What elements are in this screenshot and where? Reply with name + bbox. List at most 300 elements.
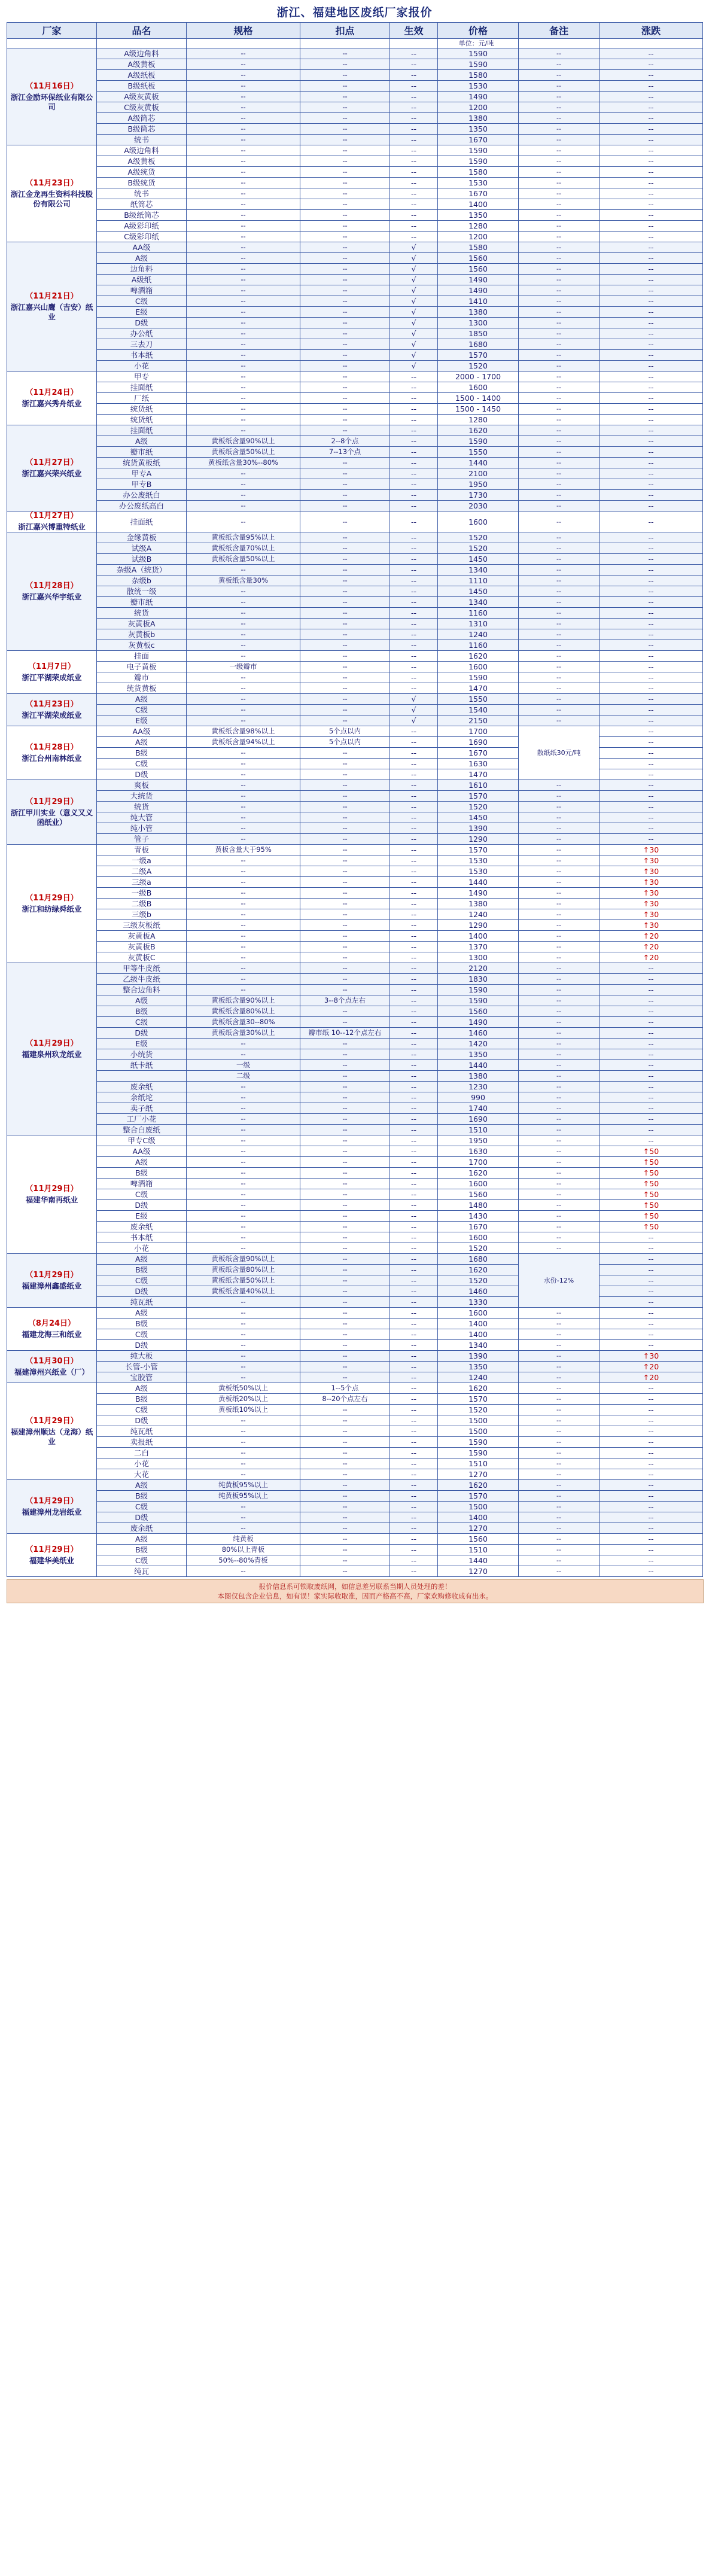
product-price: 1300 xyxy=(438,952,519,963)
product-deduct: -- xyxy=(300,834,390,845)
product-price: 1380 xyxy=(438,307,519,318)
product-spec: -- xyxy=(187,490,300,501)
product-price: 1700 xyxy=(438,726,519,737)
product-deduct: -- xyxy=(300,1426,390,1437)
product-effective: -- xyxy=(390,167,438,178)
factory-name: 浙江嘉兴山鹰（吉安）纸业 xyxy=(10,302,93,321)
product-price: 1590 xyxy=(438,985,519,995)
factory-date: （11月7日） xyxy=(28,662,76,671)
product-note: -- xyxy=(519,812,600,823)
product-spec: -- xyxy=(187,468,300,479)
product-name: 甲专A xyxy=(97,468,187,479)
product-spec: -- xyxy=(187,791,300,802)
table-row xyxy=(7,586,703,597)
product-note: -- xyxy=(519,651,600,662)
product-note: -- xyxy=(519,899,600,909)
product-spec: -- xyxy=(187,350,300,361)
table-row xyxy=(7,318,703,328)
table-row xyxy=(7,124,703,135)
product-note: -- xyxy=(519,81,600,92)
product-note: -- xyxy=(519,662,600,672)
product-deduct: -- xyxy=(300,920,390,931)
product-price: 1500 xyxy=(438,1426,519,1437)
product-effective: √ xyxy=(390,242,438,253)
table-row xyxy=(7,1351,703,1362)
product-spec: -- xyxy=(187,1448,300,1458)
product-change: ↑20 xyxy=(600,942,703,952)
product-change: -- xyxy=(600,1545,703,1555)
product-name: 试级B xyxy=(97,554,187,565)
product-name: 纯大板 xyxy=(97,1351,187,1362)
table-row xyxy=(7,1512,703,1523)
product-effective: -- xyxy=(390,565,438,576)
product-note: -- xyxy=(519,909,600,920)
product-name: D级 xyxy=(97,769,187,780)
footer-disclaimer xyxy=(7,1579,704,1603)
product-effective: -- xyxy=(390,1222,438,1232)
product-note: -- xyxy=(519,59,600,70)
product-spec: -- xyxy=(187,339,300,350)
product-name: A级 xyxy=(97,436,187,447)
product-deduct: -- xyxy=(300,1125,390,1135)
product-spec: -- xyxy=(187,823,300,834)
product-spec: -- xyxy=(187,899,300,909)
product-name: 统书 xyxy=(97,188,187,199)
table-row xyxy=(7,1039,703,1049)
product-spec: 黄板纸含量30% xyxy=(187,576,300,586)
product-note: -- xyxy=(519,1308,600,1319)
product-note: -- xyxy=(519,1017,600,1028)
product-note: -- xyxy=(519,404,600,415)
factory-name: 福建泉州玖龙纸业 xyxy=(22,1049,82,1059)
product-effective: -- xyxy=(390,188,438,199)
product-deduct: -- xyxy=(300,490,390,501)
product-change: -- xyxy=(600,554,703,565)
factory-date: （11月29日） xyxy=(25,1545,78,1554)
product-price: 1380 xyxy=(438,113,519,124)
product-effective: -- xyxy=(390,1006,438,1017)
product-note: -- xyxy=(519,802,600,812)
product-note: -- xyxy=(519,1383,600,1394)
product-spec: -- xyxy=(187,597,300,608)
factory-cell xyxy=(7,145,97,242)
product-spec: 黄板纸含量50%以上 xyxy=(187,554,300,565)
product-price: 1460 xyxy=(438,1028,519,1039)
factory-cell xyxy=(7,242,97,372)
product-spec: 黄板纸含量90%以上 xyxy=(187,1254,300,1265)
product-note: -- xyxy=(519,210,600,221)
product-effective: -- xyxy=(390,823,438,834)
product-spec: -- xyxy=(187,188,300,199)
product-deduct: -- xyxy=(300,877,390,888)
product-spec: -- xyxy=(187,1297,300,1308)
product-change: -- xyxy=(600,619,703,629)
table-row xyxy=(7,447,703,458)
product-note: -- xyxy=(519,1060,600,1071)
table-row xyxy=(7,1308,703,1319)
product-effective: -- xyxy=(390,1394,438,1405)
product-note: 水份-12% xyxy=(519,1254,600,1308)
product-note: -- xyxy=(519,1211,600,1222)
product-name: A级 xyxy=(97,253,187,264)
product-effective: -- xyxy=(390,1566,438,1577)
product-note: -- xyxy=(519,361,600,372)
factory-date: （11月27日） xyxy=(25,511,78,520)
factory-date: （11月27日） xyxy=(25,458,78,467)
product-note: -- xyxy=(519,1092,600,1103)
product-change: -- xyxy=(600,1329,703,1340)
product-name: 统货 xyxy=(97,608,187,619)
product-spec: -- xyxy=(187,1135,300,1146)
product-deduct: -- xyxy=(300,1179,390,1189)
table-row xyxy=(7,92,703,102)
product-effective: √ xyxy=(390,350,438,361)
product-deduct: -- xyxy=(300,1168,390,1179)
table-row xyxy=(7,629,703,640)
product-note: -- xyxy=(519,199,600,210)
table-row xyxy=(7,232,703,242)
product-spec: 二级 xyxy=(187,1071,300,1082)
product-change: -- xyxy=(600,565,703,576)
product-spec: -- xyxy=(187,102,300,113)
product-spec: 黄板纸20%以上 xyxy=(187,1394,300,1405)
product-deduct: -- xyxy=(300,812,390,823)
product-price: 1200 xyxy=(438,102,519,113)
product-price: 1670 xyxy=(438,135,519,145)
product-spec: -- xyxy=(187,1319,300,1329)
product-effective: -- xyxy=(390,1092,438,1103)
product-note: -- xyxy=(519,1157,600,1168)
product-spec: -- xyxy=(187,1157,300,1168)
product-name: 书本纸 xyxy=(97,350,187,361)
product-price: 1730 xyxy=(438,490,519,501)
table-row xyxy=(7,59,703,70)
product-note: -- xyxy=(519,608,600,619)
product-name: 杂级b xyxy=(97,576,187,586)
product-deduct: -- xyxy=(300,135,390,145)
product-name: A级纸 xyxy=(97,275,187,285)
product-effective: -- xyxy=(390,1502,438,1512)
product-effective: -- xyxy=(390,909,438,920)
product-spec: -- xyxy=(187,1049,300,1060)
product-note: -- xyxy=(519,501,600,511)
table-row xyxy=(7,780,703,791)
product-note: -- xyxy=(519,48,600,59)
product-deduct: -- xyxy=(300,253,390,264)
product-spec: -- xyxy=(187,1437,300,1448)
product-effective: -- xyxy=(390,834,438,845)
product-spec: -- xyxy=(187,651,300,662)
product-note: -- xyxy=(519,1006,600,1017)
product-price: 1490 xyxy=(438,92,519,102)
table-row xyxy=(7,242,703,253)
table-row xyxy=(7,1114,703,1125)
product-price: 1590 xyxy=(438,48,519,59)
factory-date: （11月16日） xyxy=(25,81,78,91)
product-price: 1280 xyxy=(438,221,519,232)
table-row xyxy=(7,1405,703,1415)
product-change: -- xyxy=(600,1415,703,1426)
factory-name: 福建龙海三和纸业 xyxy=(22,1329,82,1339)
product-name: A级灰黄板 xyxy=(97,92,187,102)
product-price: 990 xyxy=(438,1092,519,1103)
product-deduct: -- xyxy=(300,339,390,350)
product-deduct: -- xyxy=(300,1351,390,1362)
product-price: 1390 xyxy=(438,823,519,834)
product-spec: -- xyxy=(187,748,300,759)
product-effective: -- xyxy=(390,1200,438,1211)
product-price: 1390 xyxy=(438,1351,519,1362)
unit-blank xyxy=(187,39,300,48)
product-effective: -- xyxy=(390,963,438,974)
product-spec: -- xyxy=(187,296,300,307)
product-effective: -- xyxy=(390,866,438,877)
product-name: D级 xyxy=(97,1512,187,1523)
product-effective: -- xyxy=(390,1286,438,1297)
product-price: 1560 xyxy=(438,1006,519,1017)
product-price: 1850 xyxy=(438,328,519,339)
product-price: 1520 xyxy=(438,1405,519,1415)
product-deduct: 2--8个点 xyxy=(300,436,390,447)
product-deduct: -- xyxy=(300,1415,390,1426)
product-change: -- xyxy=(600,834,703,845)
table-row xyxy=(7,361,703,372)
product-price: 1500 - 1400 xyxy=(438,393,519,404)
product-deduct: -- xyxy=(300,1157,390,1168)
product-price: 1450 xyxy=(438,812,519,823)
product-deduct: -- xyxy=(300,629,390,640)
product-spec: -- xyxy=(187,415,300,425)
factory-cell xyxy=(7,1254,97,1308)
product-change: -- xyxy=(600,1512,703,1523)
product-spec: -- xyxy=(187,694,300,705)
product-name: 小花 xyxy=(97,1243,187,1254)
product-name: 废余纸 xyxy=(97,1523,187,1534)
product-name: 甲专B xyxy=(97,479,187,490)
product-deduct: -- xyxy=(300,662,390,672)
product-change: ↑50 xyxy=(600,1168,703,1179)
product-price: 1400 xyxy=(438,1319,519,1329)
product-effective: -- xyxy=(390,1254,438,1265)
factory-name: 浙江和纺绿舜纸业 xyxy=(22,904,82,914)
product-spec: -- xyxy=(187,1168,300,1179)
product-change: -- xyxy=(600,1458,703,1469)
product-note: -- xyxy=(519,780,600,791)
product-effective: -- xyxy=(390,737,438,748)
product-spec: -- xyxy=(187,1211,300,1222)
product-deduct: -- xyxy=(300,1555,390,1566)
product-deduct: -- xyxy=(300,1448,390,1458)
product-spec: -- xyxy=(187,715,300,726)
product-effective: -- xyxy=(390,1039,438,1049)
product-change: -- xyxy=(600,1523,703,1534)
product-effective: -- xyxy=(390,608,438,619)
product-effective: -- xyxy=(390,759,438,769)
product-change: -- xyxy=(600,296,703,307)
product-name: C级 xyxy=(97,1405,187,1415)
product-price: 1440 xyxy=(438,1555,519,1566)
product-change: -- xyxy=(600,479,703,490)
product-price: 1400 xyxy=(438,1329,519,1340)
product-effective: -- xyxy=(390,372,438,382)
factory-date: （11月29日） xyxy=(25,1496,78,1506)
table-row xyxy=(7,1200,703,1211)
factory-cell xyxy=(7,48,97,145)
product-change: -- xyxy=(600,328,703,339)
product-effective: -- xyxy=(390,640,438,651)
table-head xyxy=(7,23,703,39)
product-name: A级 xyxy=(97,1383,187,1394)
product-name: B级 xyxy=(97,748,187,759)
product-name: 乙级牛皮纸 xyxy=(97,974,187,985)
product-price: 1520 xyxy=(438,802,519,812)
product-effective: -- xyxy=(390,769,438,780)
product-change: -- xyxy=(600,156,703,167)
table-row xyxy=(7,855,703,866)
product-spec: 黄板纸含量30%--80% xyxy=(187,458,300,468)
product-price: 1550 xyxy=(438,694,519,705)
product-price: 1670 xyxy=(438,188,519,199)
product-name: B级筒芯 xyxy=(97,124,187,135)
product-change: -- xyxy=(600,576,703,586)
product-spec: -- xyxy=(187,1415,300,1426)
product-deduct: -- xyxy=(300,1211,390,1222)
product-effective: -- xyxy=(390,629,438,640)
product-effective: -- xyxy=(390,1211,438,1222)
product-note: -- xyxy=(519,920,600,931)
table-row xyxy=(7,866,703,877)
factory-date: （11月28日） xyxy=(25,742,78,752)
product-deduct: -- xyxy=(300,199,390,210)
product-spec: -- xyxy=(187,48,300,59)
product-name: 办公纸 xyxy=(97,328,187,339)
table-row xyxy=(7,1168,703,1179)
product-spec: -- xyxy=(187,70,300,81)
product-effective: -- xyxy=(390,81,438,92)
col-spec: 规格 xyxy=(187,23,300,39)
factory-name: 浙江嘉兴秀舟纸业 xyxy=(22,398,82,408)
product-spec: -- xyxy=(187,834,300,845)
product-effective: -- xyxy=(390,1168,438,1179)
product-spec: 黄板含量大于95% xyxy=(187,845,300,855)
product-change: -- xyxy=(600,339,703,350)
product-spec: -- xyxy=(187,1039,300,1049)
product-effective: -- xyxy=(390,726,438,737)
product-change: -- xyxy=(600,1114,703,1125)
product-effective: -- xyxy=(390,59,438,70)
product-price: 1530 xyxy=(438,866,519,877)
product-spec: 黄板纸含量70%以上 xyxy=(187,543,300,554)
product-spec: -- xyxy=(187,81,300,92)
product-note: -- xyxy=(519,425,600,436)
product-spec: -- xyxy=(187,802,300,812)
product-price: 1680 xyxy=(438,339,519,350)
unit-blank xyxy=(390,39,438,48)
col-note: 备注 xyxy=(519,23,600,39)
factory-cell xyxy=(7,511,97,532)
product-name: 小花 xyxy=(97,1458,187,1469)
factory-date: （11月30日） xyxy=(25,1356,78,1366)
product-change: -- xyxy=(600,81,703,92)
product-effective: √ xyxy=(390,328,438,339)
product-change: ↑50 xyxy=(600,1146,703,1157)
factory-date: （11月29日） xyxy=(25,1270,78,1280)
product-deduct: -- xyxy=(300,188,390,199)
product-deduct: -- xyxy=(300,425,390,436)
factory-name: 浙江金励环保纸业有限公司 xyxy=(10,92,93,111)
product-price: 1270 xyxy=(438,1469,519,1480)
product-spec: -- xyxy=(187,586,300,597)
product-price: 1620 xyxy=(438,651,519,662)
factory-cell xyxy=(7,1135,97,1254)
product-effective: -- xyxy=(390,532,438,543)
product-deduct: -- xyxy=(300,458,390,468)
product-effective: -- xyxy=(390,458,438,468)
product-effective: -- xyxy=(390,145,438,156)
product-effective: -- xyxy=(390,1545,438,1555)
product-price: 1590 xyxy=(438,672,519,683)
product-name: 统货黄板纸 xyxy=(97,458,187,468)
table-row xyxy=(7,662,703,672)
product-name: 大统货 xyxy=(97,791,187,802)
product-spec: -- xyxy=(187,285,300,296)
product-spec: -- xyxy=(187,1222,300,1232)
product-change: -- xyxy=(600,608,703,619)
product-name: A级 xyxy=(97,995,187,1006)
product-effective: -- xyxy=(390,490,438,501)
product-name: A级黄板 xyxy=(97,156,187,167)
product-name xyxy=(97,1071,187,1082)
product-spec: -- xyxy=(187,1082,300,1092)
product-price: 1670 xyxy=(438,1222,519,1232)
product-change: -- xyxy=(600,167,703,178)
product-name: 瓣市纸 xyxy=(97,597,187,608)
product-effective: -- xyxy=(390,1480,438,1491)
product-note: -- xyxy=(519,640,600,651)
product-spec: 纯黄板95%以上 xyxy=(187,1491,300,1502)
product-change: -- xyxy=(600,511,703,532)
product-name: 甲专C级 xyxy=(97,1135,187,1146)
factory-date: （11月29日） xyxy=(25,893,78,903)
product-spec: -- xyxy=(187,629,300,640)
product-name: 工厂小花 xyxy=(97,1114,187,1125)
product-change: -- xyxy=(600,662,703,672)
product-note: -- xyxy=(519,307,600,318)
product-deduct: -- xyxy=(300,264,390,275)
product-note: -- xyxy=(519,275,600,285)
product-spec: 一级瓣市 xyxy=(187,662,300,672)
product-deduct: -- xyxy=(300,178,390,188)
product-effective: -- xyxy=(390,1383,438,1394)
product-deduct: -- xyxy=(300,1092,390,1103)
product-note: -- xyxy=(519,705,600,715)
product-note: -- xyxy=(519,113,600,124)
product-price: 1290 xyxy=(438,834,519,845)
product-name: 杂级A（统货） xyxy=(97,565,187,576)
product-name: 废余纸 xyxy=(97,1222,187,1232)
product-name: 灰黄板b xyxy=(97,629,187,640)
factory-name: 福建漳州鑫盛纸业 xyxy=(22,1281,82,1290)
product-price: 1160 xyxy=(438,608,519,619)
header-row xyxy=(7,23,703,39)
product-price: 1510 xyxy=(438,1125,519,1135)
product-spec: -- xyxy=(187,404,300,415)
product-effective: -- xyxy=(390,1189,438,1200)
product-spec: 一级 xyxy=(187,1060,300,1071)
product-change: -- xyxy=(600,1426,703,1437)
product-name: 瓣市 xyxy=(97,672,187,683)
table-row xyxy=(7,834,703,845)
